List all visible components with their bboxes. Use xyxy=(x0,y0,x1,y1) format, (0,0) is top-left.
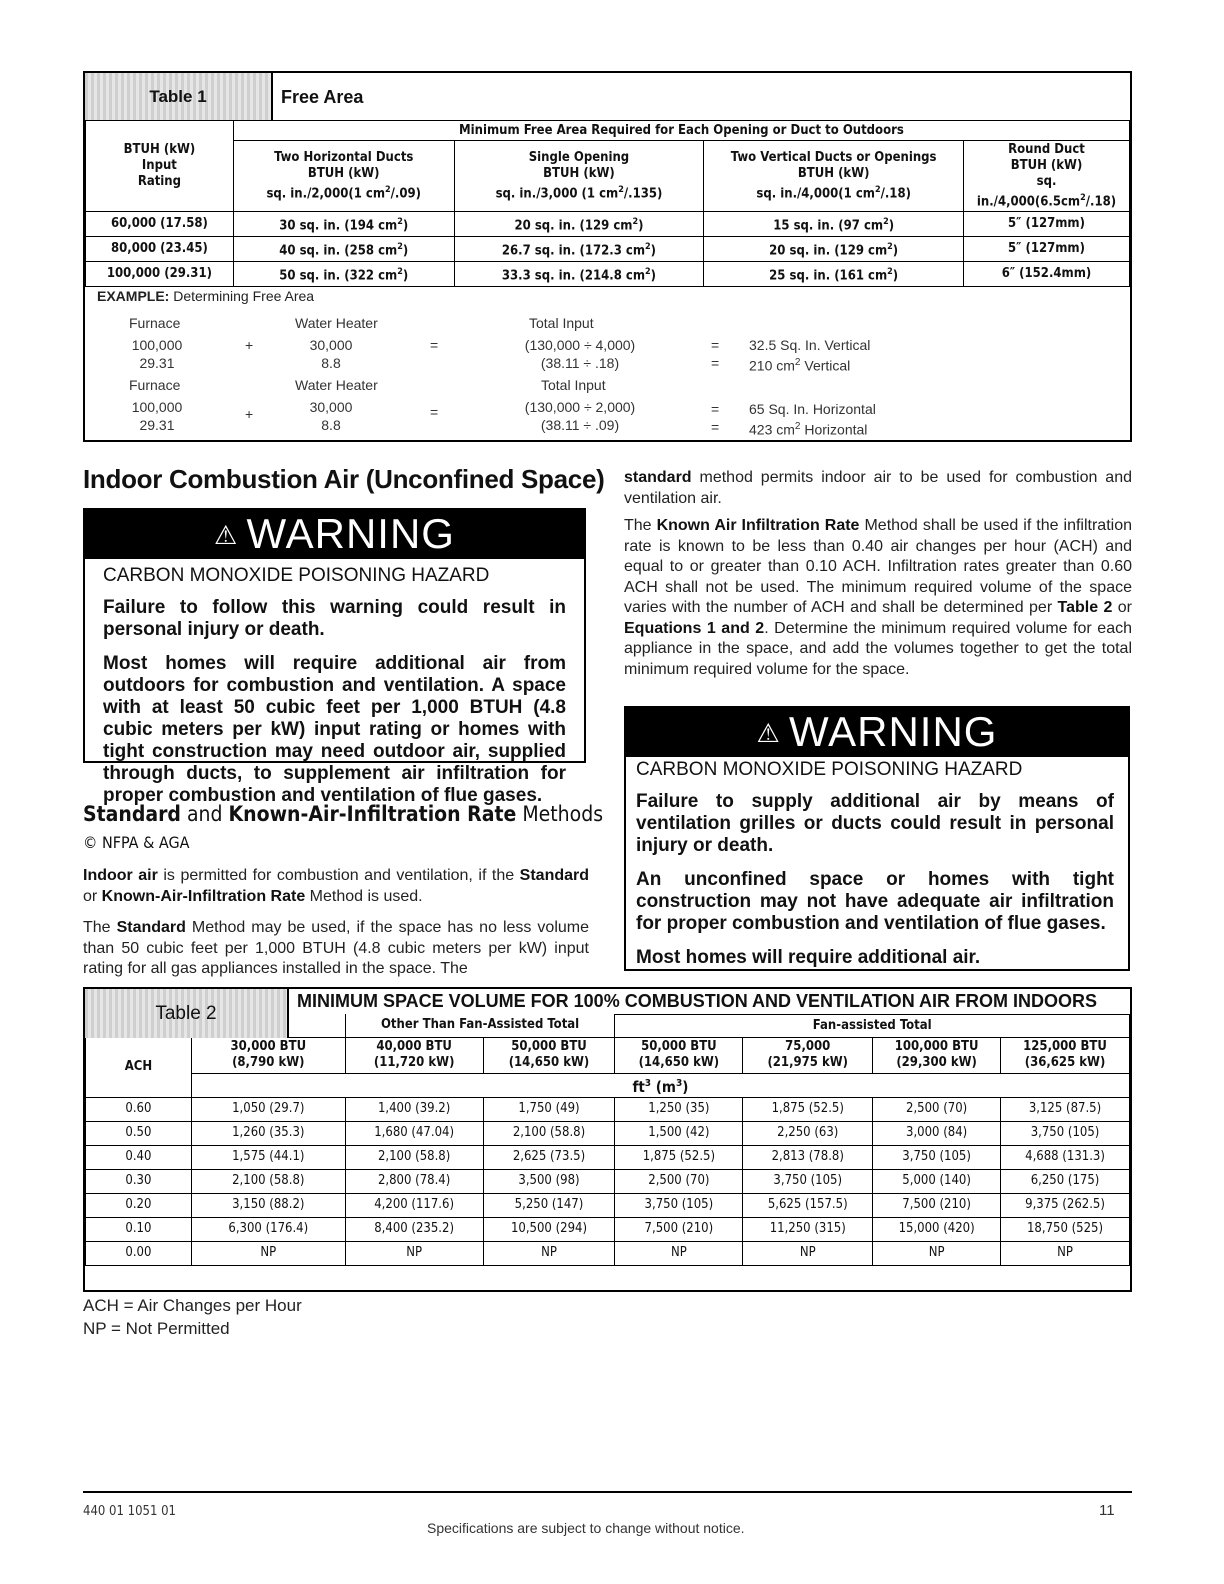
volume-cell: 3,150 (88.2) xyxy=(191,1193,345,1217)
example-total-input: Total Input xyxy=(529,315,594,331)
volume-cell: 1,680 (47.04) xyxy=(345,1121,483,1145)
ach-cell: 0.00 xyxy=(86,1241,192,1265)
volume-cell: 3,125 (87.5) xyxy=(1001,1097,1130,1121)
volume-cell: 1,875 (52.5) xyxy=(743,1097,873,1121)
warning-text: Most homes will require additional air. xyxy=(636,947,981,968)
volume-cell: 5,000 (140) xyxy=(873,1169,1001,1193)
ach-column-header: ACH xyxy=(86,1037,192,1097)
table-row xyxy=(86,1145,1130,1169)
paragraph: The Standard Method may be used, if the space has no less volume than 50 cubic feet per 1,000 BTUH (4.8 cubic meters per kW) input rating for all gas appliances installed in the space. The xyxy=(83,919,590,977)
warning-triangle-icon: ⚠ xyxy=(756,718,790,748)
volume-cell: 1,260 (35.3) xyxy=(191,1121,345,1145)
paragraph: Indoor air is permitted for combustion and ventilation, if the Standard or Known-Air-Infiltration Rate Method is used. xyxy=(83,867,590,905)
warning-text: Most homes will require additional air from outdoors for combustion and ventilation. A space with at least 50 cubic feet per 1,000 BTUH (4.8 cubic meters per kW) input rating or homes with tight construction may need outdoor air, supplied through ducts, to supplement air infiltration for proper combustion and ventilation of flue gases. xyxy=(103,653,566,806)
table-row xyxy=(86,1193,1130,1217)
volume-cell: 6,250 (175) xyxy=(1001,1169,1130,1193)
unit-row: $ft^3$ $(m^3)$ xyxy=(191,1073,1129,1097)
volume-cell: NP xyxy=(1001,1241,1130,1265)
volume-cell: NP xyxy=(345,1241,483,1265)
volume-cell: 1,050 (29.7) xyxy=(191,1097,345,1121)
space-volume-table: Other Than Fan-Assisted Total Fan-assisted Total ACH 30,000 BTU (8,790 kW) 40,000 BTU (11,720 kW) 50,000 BTU (14,650 kW) 50,000 BTU (14,650 kW) 75,000 (21,975 kW) 100,000 BTU (29,300 kW) 125,000 BTU (36,625 kW) $ft^3$ $(m^3)$ 0.60 1,050 (29.7) 1,400 (39.2) 1,750 (49) 1,250 (35) 1,875 (52.5) 2,500 (70) 3,125 (87.5) 0.50 1,260 (35.3) 1,680 (47.04) 2,100 (58.8) 1,500 (42) 2,250 (63) 3,000 (84) 3,750 (105) 0.40 1,575 (44.1) 2,100 (58.8) 2,625 (73.5) 1,875 (52.5) 2,813 (78.8) 3,750 (105) 4,688 (131.3) 0.30 2,100 (58.8) 2,800 (78.4) 3,500 (98) 2,500 (70) 3,750 (105) 5,000 (140) 6,250 (175) 0.20 3,150 (88.2) 4,200 (117.6) 5,250 (147) 3,750 (105) 5,625 (157.5) 7,500 (210) 9,375 (262.5) 0.10 6,300 (176.4) 8,400 (235.2) 10,500 (294) 7,500 (210) 11,250 (315) 15,000 (420) 18,750 (525) 0.00 NP NP NP NP NP NP NP xyxy=(85,989,1130,1266)
volume-cell: 7,500 (210) xyxy=(615,1217,743,1241)
paragraph: The Known Air Infiltration Rate Method shall be used if the infiltration rate is known to be less than 0.40 air changes per hour (ACH) and equal to or greater than 0.10 ACH. Infiltration rates greater than 0.60 ACH shall not be used. The minimum required volume of the space varies with the number of ACH and shall be determined per Table 2 or Equations 1 and 2. Determine the minimum required volume for each appliance in the space, and add the volumes together to get the total minimum required volume for the space. xyxy=(624,517,1133,678)
ach-cell: 0.50 xyxy=(86,1121,192,1145)
paragraph: standard method permits indoor air to be used for combustion and ventilation air. xyxy=(624,469,1132,507)
ach-cell: 0.30 xyxy=(86,1169,192,1193)
warning-title: CARBON MONOXIDE POISONING HAZARD xyxy=(636,759,1023,780)
table-2-label: Table 2 xyxy=(85,989,289,1038)
volume-cell: 6,300 (176.4) xyxy=(191,1217,345,1241)
example-water-heater: Water Heater xyxy=(295,315,378,331)
volume-cell: 8,400 (235.2) xyxy=(345,1217,483,1241)
volume-cell: 2,100 (58.8) xyxy=(191,1169,345,1193)
volume-cell: 1,875 (52.5) xyxy=(615,1145,743,1169)
table-row xyxy=(86,1169,1130,1193)
column-header: Two Vertical Ducts or Openings BTUH (kW) sq. in./4,000(1 $cm^2/.18$) xyxy=(704,141,964,212)
warning-text: Failure to follow this warning could result in personal injury or death. xyxy=(103,597,566,640)
table-row xyxy=(86,1097,1130,1121)
warning-box-1 xyxy=(83,508,586,806)
page-number: 11 xyxy=(1099,1502,1115,1519)
volume-cell: 3,000 (84) xyxy=(873,1121,1001,1145)
volume-cell: NP xyxy=(873,1241,1001,1265)
volume-cell: NP xyxy=(743,1241,873,1265)
group-header-other: Other Than Fan-Assisted Total xyxy=(345,1014,615,1037)
volume-cell: 1,400 (39.2) xyxy=(345,1097,483,1121)
table-1-free-area: BTUH (kW) Input Rating Minimum Free Area Required for Each Opening or Duct to Outdoors Two Horizontal Ducts BTUH (kW) sq. in./2,000(1 $cm^2/.09$) Single Opening BTUH (kW) sq. in./3,000 (1 $cm^2/.135$) Two Vertical Ducts or Openings BTUH (kW) sq. in./4,000(1 $cm^2/.18$) Round Duct BTUH (kW) sq. $in./4,000(6.5cm^2/.18)$ 60,000 (17.58) 30 sq. in. (194 $cm^2$) 20 sq. in. (129 $cm^2$) 15 sq. in. (97 $cm^2$) 5″ (127mm) 80,000 (23.45) 40 sq. in. (258 $cm^2$) 26.7 sq. in. (172.3 $cm^2$) 20 sq. in. (129 $cm^2$) 5″ (127mm) 100,000 (29.31) 50 sq. in. (322 $cm^2$) 33.3 sq. in. (214.8 $cm^2$) 25 sq. in. (161 $cm^2$) 6″ (152.4mm) Table 1 Free Area EXAMPLE: Determining Free Area Furnace Water Heater Total Input 100,000 29.31 + 30,000 8.8 = (130,000 ÷ 4,000) (38.11 ÷ .18) = = 32.5 Sq. In. Vertical 210 $cm^2$ Vertical Furnace Water Heater Total Input 100,000 29.31 + 30,000 8.8 = (130,000 ÷ 2,000) (38.11 ÷ .09) = = 65 Sq. In. Horizontal 423 $cm^2$ Horizontal xyxy=(83,71,1132,442)
volume-cell: 2,813 (78.8) xyxy=(743,1145,873,1169)
volume-cell: 3,500 (98) xyxy=(483,1169,615,1193)
table-row xyxy=(86,1241,1130,1265)
volume-cell: 2,500 (70) xyxy=(615,1169,743,1193)
table-1-label: Table 1 xyxy=(85,73,273,120)
warning-text: An unconfined space or homes with tight construction may not have adequate air infiltration for proper combustion and ventilation of flue gases. xyxy=(636,869,1114,934)
example-label: EXAMPLE: Determining Free Area xyxy=(97,288,315,304)
volume-cell: 4,688 (131.3) xyxy=(1001,1145,1130,1169)
column-header: Round Duct BTUH (kW) sq. $in./4,000(6.5cm^2/.18)$ xyxy=(964,141,1130,212)
volume-cell: 1,250 (35) xyxy=(615,1097,743,1121)
warning-header: ⚠ WARNING xyxy=(626,708,1128,757)
volume-cell: 9,375 (262.5) xyxy=(1001,1193,1130,1217)
volume-cell: 2,800 (78.4) xyxy=(345,1169,483,1193)
volume-cell: NP xyxy=(191,1241,345,1265)
volume-cell: 5,250 (147) xyxy=(483,1193,615,1217)
row-header: BTUH (kW) Input Rating xyxy=(86,121,234,212)
warning-triangle-icon: ⚠ xyxy=(214,520,247,550)
table-1-title: Free Area xyxy=(281,87,364,107)
volume-cell: NP xyxy=(615,1241,743,1265)
volume-cell: 3,750 (105) xyxy=(1001,1121,1130,1145)
volume-cell: 2,100 (58.8) xyxy=(345,1145,483,1169)
copyright-line: © NFPA & AGA xyxy=(83,833,190,852)
group-header: Minimum Free Area Required for Each Opening or Duct to Outdoors xyxy=(233,121,1129,141)
volume-cell: 3,750 (105) xyxy=(873,1145,1001,1169)
table-row: 60,000 (17.58) 30 sq. in. (194 $cm^2$) 20 sq. in. (129 $cm^2$) 15 sq. in. (97 $cm^2$) 5″ (127mm) xyxy=(86,212,1130,237)
table-row xyxy=(86,1121,1130,1145)
table-2-title: MINIMUM SPACE VOLUME FOR 100% COMBUSTION AND VENTILATION AIR FROM INDOORS xyxy=(297,991,1098,1011)
volume-cell: 11,250 (315) xyxy=(743,1217,873,1241)
table-row: 80,000 (23.45) 40 sq. in. (258 $cm^2$) 26.7 sq. in. (172.3 $cm^2$) 20 sq. in. (129 $cm^2$) 5″ (127mm) xyxy=(86,237,1130,262)
table-row xyxy=(86,1217,1130,1241)
volume-cell: 3,750 (105) xyxy=(743,1169,873,1193)
warning-text: Failure to supply additional air by means of ventilation grilles or ducts could result in personal injury or death. xyxy=(636,791,1114,856)
methods-subheading: Standard and Known-Air-Infiltration Rate Methods xyxy=(83,802,604,826)
example-furnace: Furnace xyxy=(129,315,181,331)
volume-cell: 1,500 (42) xyxy=(615,1121,743,1145)
volume-cell: 7,500 (210) xyxy=(873,1193,1001,1217)
volume-cell: 1,750 (49) xyxy=(483,1097,615,1121)
document-number: 440 01 1051 01 xyxy=(83,1504,176,1519)
table-row: 100,000 (29.31) 50 sq. in. (322 $cm^2$) 33.3 sq. in. (214.8 $cm^2$) 25 sq. in. (161 $cm^2$) 6″ (152.4mm) xyxy=(86,262,1130,287)
footer-rule xyxy=(83,1491,1132,1493)
volume-cell: 10,500 (294) xyxy=(483,1217,615,1241)
volume-cell: 4,200 (117.6) xyxy=(345,1193,483,1217)
free-area-table xyxy=(85,120,1130,287)
volume-cell: 15,000 (420) xyxy=(873,1217,1001,1241)
column-header: Single Opening BTUH (kW) sq. in./3,000 (1 $cm^2/.135$) xyxy=(454,141,704,212)
volume-cell: 2,250 (63) xyxy=(743,1121,873,1145)
footer-disclaimer: Specifications are subject to change without notice. xyxy=(427,1520,745,1536)
ach-cell: 0.20 xyxy=(86,1193,192,1217)
column-header: Two Horizontal Ducts BTUH (kW) sq. in./2,000(1 $cm^2/.09$) xyxy=(233,141,454,212)
warning-box-2 xyxy=(624,706,1130,971)
volume-cell: 5,625 (157.5) xyxy=(743,1193,873,1217)
ach-cell: 0.40 xyxy=(86,1145,192,1169)
warning-title: CARBON MONOXIDE POISONING HAZARD xyxy=(103,565,490,586)
volume-cell: 2,625 (73.5) xyxy=(483,1145,615,1169)
ach-cell: 0.10 xyxy=(86,1217,192,1241)
table-2-minimum-space-volume xyxy=(83,987,1132,1292)
volume-cell: 3,750 (105) xyxy=(615,1193,743,1217)
volume-cell: 2,100 (58.8) xyxy=(483,1121,615,1145)
ach-cell: 0.60 xyxy=(86,1097,192,1121)
table-2-notes: ACH = Air Changes per Hour NP = Not Permitted xyxy=(83,1296,302,1338)
volume-cell: 2,500 (70) xyxy=(873,1097,1001,1121)
warning-header: ⚠ WARNING xyxy=(85,510,584,559)
volume-cell: 18,750 (525) xyxy=(1001,1217,1130,1241)
volume-cell: 1,575 (44.1) xyxy=(191,1145,345,1169)
volume-cell: NP xyxy=(483,1241,615,1265)
group-header-fan-assisted: Fan-assisted Total xyxy=(615,1014,1130,1037)
section-title: Indoor Combustion Air (Unconfined Space) xyxy=(83,464,605,494)
